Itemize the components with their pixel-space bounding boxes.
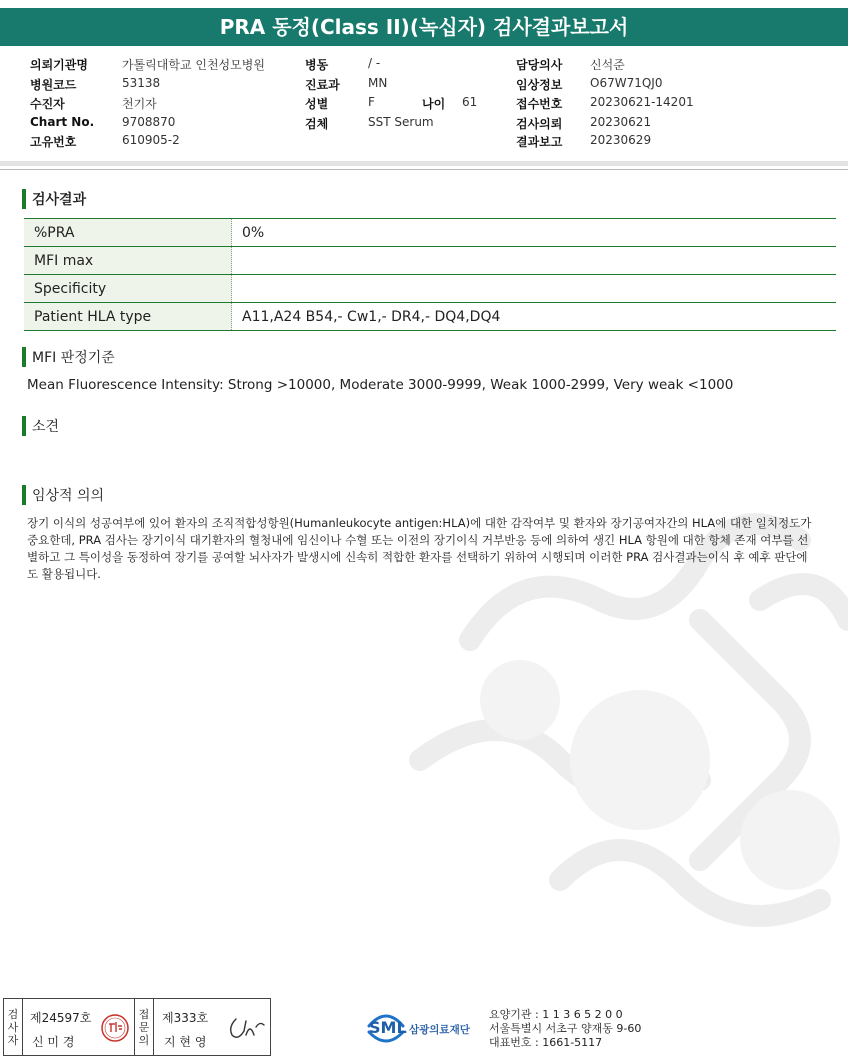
- mfi-heading-bar: [22, 347, 26, 367]
- value-sex: F: [368, 95, 375, 109]
- row-key-mfi-max: MFI max: [24, 247, 232, 275]
- value-institution: 가톨릭대학교 인천성모병원: [122, 58, 265, 72]
- row-key-hla-type: Patient HLA type: [24, 303, 232, 331]
- approver-name: 지 현 영: [164, 1035, 207, 1049]
- value-ward: / -: [368, 56, 381, 70]
- value-department: MN: [368, 76, 388, 90]
- tester-seal-stamp: [100, 1013, 130, 1043]
- mfi-heading-text: MFI 판정기준: [32, 350, 115, 366]
- footer: [3, 998, 845, 1056]
- value-request-date: 20230621: [590, 115, 652, 129]
- results-heading: [22, 188, 86, 210]
- value-doctor: 신석준: [590, 58, 625, 72]
- label-department: 진료과: [305, 78, 340, 92]
- value-receipt-no: 20230621-14201: [590, 95, 694, 109]
- info-divider-line: [0, 169, 848, 170]
- signature-box: [3, 998, 271, 1056]
- results-heading-text: 검사결과: [32, 192, 87, 208]
- approver-signature: [226, 1013, 266, 1043]
- label-hospital-code: 병원코드: [30, 78, 77, 92]
- mfi-heading: [22, 346, 115, 368]
- row-key-pra: %PRA: [24, 219, 232, 247]
- opinion-heading: [22, 415, 59, 437]
- value-hospital-code: 53138: [122, 76, 161, 90]
- clinical-significance-text: 장기 이식의 성공여부에 있어 환자의 조직적합성항원(Humanleukocyte antigen:HLA)에 대한 감작여부 및 환자와 장기공여자간의 HLA에 대한 일치정도가 중요한데, PRA 검사는 장기이식 대기환자의 혈청내에 임신이나 수혈 또는 이전의 장기이식 거부반응 등에 의하여 생긴 HLA 항원에 대한 항체 존재 여부를 선별하고 그 특이성을 동정하여 장기를 공여할 뇌사자가 발생시에 신속히 적합한 환자를 선택하기 위하여 시행되며 이러한 PRA 검사결과는이식 후 예후 판단에도 활용됩니다.: [27, 516, 812, 581]
- row-value-mfi-max: [232, 247, 837, 275]
- clinical-heading-text: 임상적 의의: [32, 488, 105, 504]
- info-divider: [0, 161, 848, 166]
- label-chart-no: Chart No.: [30, 115, 95, 129]
- opinion-heading-text: 소견: [32, 419, 60, 435]
- label-receipt-no: 접수번호: [516, 97, 563, 111]
- value-age: 61: [462, 95, 478, 109]
- results-table: [24, 218, 836, 331]
- label-specimen: 검체: [305, 117, 329, 131]
- value-patient: 천기자: [122, 97, 157, 111]
- label-ward: 병동: [305, 58, 329, 72]
- label-patient: 수진자: [30, 97, 65, 111]
- value-chart-no: 9708870: [122, 115, 176, 129]
- row-value-hla-type: A11,A24 B54,- Cw1,- DR4,- DQ4,DQ4: [232, 303, 837, 331]
- sml-logo-text: SML: [369, 1018, 407, 1037]
- approver-label: 접 문 의: [134, 999, 154, 1055]
- label-doctor: 담당의사: [516, 58, 563, 72]
- value-specimen: SST Serum: [368, 115, 434, 129]
- mfi-criteria-text: Mean Fluorescence Intensity: Strong >10000, Moderate 3000-9999, Weak 1000-2999, Very weak <1000: [27, 377, 734, 393]
- corp-address: 서울특별시 서초구 양재동 9-60: [489, 1022, 642, 1035]
- results-heading-bar: [22, 189, 26, 209]
- label-age: 나이: [422, 97, 446, 111]
- approver-license: 제333호: [162, 1011, 209, 1025]
- label-request-date: 검사의뢰: [516, 117, 563, 131]
- sml-logo: [365, 1006, 485, 1050]
- label-clinical-info: 임상정보: [516, 78, 563, 92]
- value-clinical-info: O67W71QJ0: [590, 76, 663, 90]
- row-value-specificity: [232, 275, 837, 303]
- tester-label: 검 사 자: [4, 999, 23, 1055]
- value-unique-id: 610905-2: [122, 133, 180, 147]
- sml-logo-subtitle: 삼광의료재단: [409, 1024, 470, 1036]
- report-title: PRA 동정(Class II)(녹십자) 검사결과보고서: [0, 8, 848, 46]
- table-row: [24, 219, 836, 247]
- corp-phone: 대표번호 : 1661-5117: [489, 1036, 603, 1049]
- clinical-heading-bar: [22, 485, 26, 505]
- label-report-date: 결과보고: [516, 135, 563, 149]
- table-row: [24, 247, 836, 275]
- opinion-heading-bar: [22, 416, 26, 436]
- patient-info: [0, 0, 848, 160]
- corporate-info: [489, 1008, 641, 1050]
- value-report-date: 20230629: [590, 133, 652, 147]
- tester-license: 제24597호: [30, 1011, 92, 1025]
- row-key-specificity: Specificity: [24, 275, 232, 303]
- clinical-heading: [22, 484, 104, 506]
- label-unique-id: 고유번호: [30, 135, 77, 149]
- table-row: [24, 275, 836, 303]
- corp-institution-no: 요양기관 : 1 1 3 6 5 2 0 0: [489, 1008, 623, 1021]
- tester-name: 신 미 경: [32, 1035, 75, 1049]
- row-value-pra: 0%: [232, 219, 837, 247]
- label-institution: 의뢰기관명: [30, 58, 88, 72]
- table-row: [24, 303, 836, 331]
- label-sex: 성별: [305, 97, 329, 111]
